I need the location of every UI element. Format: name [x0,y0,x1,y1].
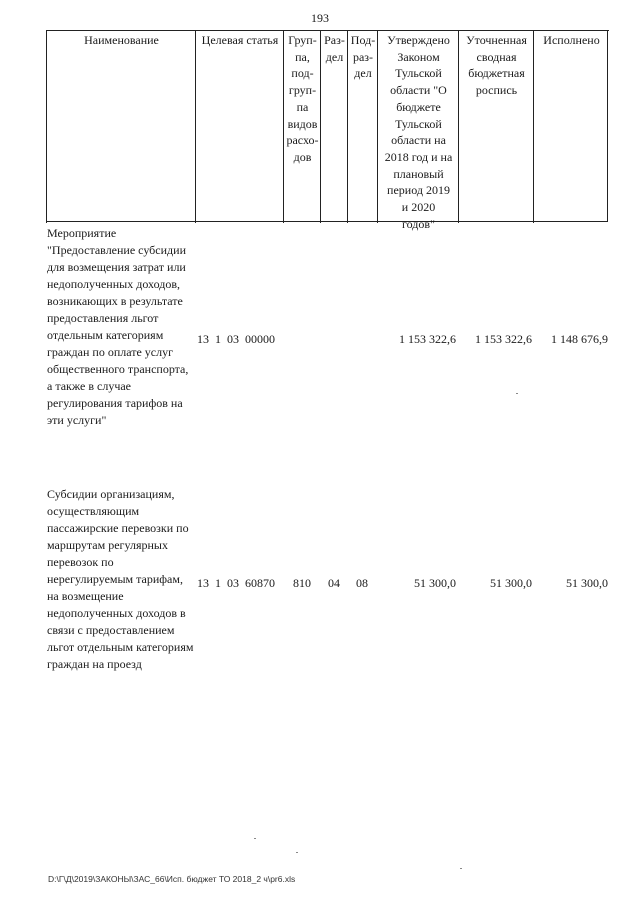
header-executed-label: Исполнено [543,33,600,47]
header-cell-approved [377,30,459,231]
row-updated-amount: 1 153 322,6 [475,332,532,346]
header-cell-target-article [195,30,284,223]
header-target-article-label: Целевая статья [201,33,279,47]
row-executed-amount: 1 148 676,9 [551,332,608,346]
scan-speck [296,852,298,853]
row-subsection: 08 [356,576,368,590]
header-cell-name [46,30,196,223]
header-approved-label: Утверждено Законом Тульской области "О бюджете Тульской области на 2018 год и на плановый период 2019 и 2020 годов" [384,33,453,231]
header-cell-subsection [347,30,378,223]
row-executed-amount: 51 300,0 [566,576,608,590]
row-approved-amount: 1 153 322,6 [399,332,456,346]
header-cell-expense-group [283,30,321,223]
scan-speck [516,393,518,394]
header-name-label: Наименование [84,33,159,47]
row-expense-group: 810 [293,576,311,590]
header-expense-group-label: Груп- па, под- груп- па видов расхо- дов [286,33,319,164]
table-row [46,225,616,457]
footer-file-path: D:\Г\Д\2019\ЗАКОНЫ\ЗАС_66\Исп. бюджет ТО 2018_2 ч\рr6.xls [48,874,296,884]
row-name: Субсидии организациям, осуществляющим пассажирские перевозки по маршрутам регулярных перевозок по нерегулируемым тарифам, на возмещение недополученных доходов в связи с предоставлением льгот отдельным категориям граждан на проезд [47,487,194,671]
page-number: 193 [311,11,329,25]
header-cell-updated [458,30,534,223]
table-row [46,486,616,686]
header-cell-section [320,30,348,223]
row-target-article: 13 1 03 60870 [197,576,275,590]
row-updated-amount: 51 300,0 [490,576,532,590]
row-target-article: 13 1 03 00000 [197,332,275,346]
row-section: 04 [328,576,340,590]
scan-speck [460,868,462,869]
row-name: Мероприятие "Предоставление субсидии для возмещения затрат или недополученных доходов, возникающих в результате предоставления льгот отдельным категориям граждан по оплате услуг общественного транспорта, а также в случае регулирования тарифов на эти услуги" [47,226,189,427]
scan-speck [254,838,256,839]
row-approved-amount: 51 300,0 [414,576,456,590]
header-section-label: Раз- дел [324,33,345,64]
header-cell-executed [533,30,609,223]
header-updated-label: Уточненная сводная бюджетная роспись [466,33,527,98]
header-subsection-label: Под- раз- дел [350,33,376,81]
